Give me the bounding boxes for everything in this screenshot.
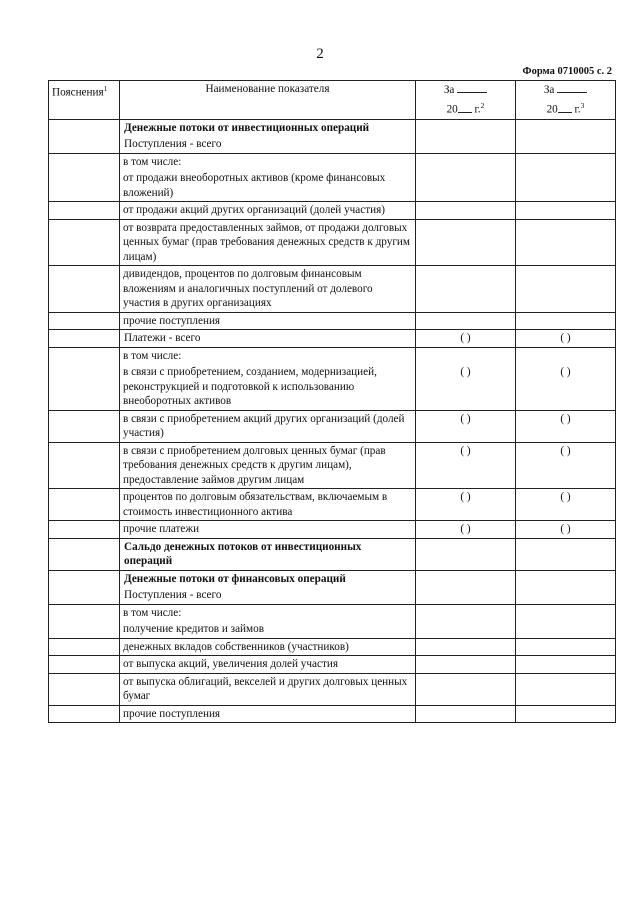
explanation-cell: [49, 136, 120, 153]
value-period-1: ( ): [416, 521, 516, 539]
indicator-name: процентов по долговым обязательствам, включаемым в стоимость инвестиционного актива: [120, 489, 416, 521]
indicator-name: прочие платежи: [120, 521, 416, 539]
table-row: [49, 364, 616, 410]
table-row: [49, 153, 616, 170]
explanation-cell: [49, 621, 120, 638]
explanation-cell: [49, 604, 120, 621]
table-row: [49, 705, 616, 723]
value-period-2: [516, 153, 616, 170]
value-period-2: ( ): [516, 489, 616, 521]
explanation-cell: [49, 170, 120, 202]
value-period-1: [416, 312, 516, 330]
header-period-2: За 20 г.$^3$: [516, 81, 616, 120]
value-period-1: [416, 202, 516, 220]
indicator-name: от выпуска акций, увеличения долей участия: [120, 656, 416, 674]
table-row: [49, 202, 616, 220]
value-period-1: [416, 673, 516, 705]
explanation-cell: [49, 705, 120, 723]
table-row: [49, 638, 616, 656]
value-period-2: [516, 621, 616, 638]
value-period-1: ( ): [416, 442, 516, 489]
indicator-name: Сальдо денежных потоков от инвестиционных операций: [120, 538, 416, 570]
value-period-1: ( ): [416, 364, 516, 410]
table-row: [49, 442, 616, 489]
table-row: [49, 673, 616, 705]
value-period-2: [516, 347, 616, 364]
header-explanations: Пояснения$^1$: [49, 81, 120, 120]
table-row: [49, 170, 616, 202]
explanation-cell: [49, 489, 120, 521]
value-period-2: [516, 705, 616, 723]
explanation-cell: [49, 538, 120, 570]
cash-flow-table: [48, 80, 616, 723]
table-row: [49, 489, 616, 521]
value-period-1: [416, 705, 516, 723]
table-row: [49, 312, 616, 330]
value-period-1: [416, 604, 516, 621]
table-row: [49, 621, 616, 638]
form-code: Форма 0710005 с. 2: [522, 66, 612, 77]
table-row: [49, 521, 616, 539]
value-period-2: [516, 570, 616, 587]
indicator-name: от возврата предоставленных займов, от продажи долговых ценных бумаг (прав требования денежных средств к другим лицам): [120, 219, 416, 266]
table-row: [49, 330, 616, 348]
value-period-2: [516, 202, 616, 220]
value-period-2: ( ): [516, 410, 616, 442]
value-period-1: [416, 621, 516, 638]
value-period-2: [516, 170, 616, 202]
indicator-name: получение кредитов и займов: [120, 621, 416, 638]
indicator-name: от выпуска облигаций, векселей и других долговых ценных бумаг: [120, 673, 416, 705]
header-indicator-name: Наименование показателя: [120, 81, 416, 120]
explanation-cell: [49, 153, 120, 170]
value-period-2: [516, 538, 616, 570]
explanation-cell: [49, 219, 120, 266]
value-period-1: [416, 347, 516, 364]
explanation-cell: [49, 410, 120, 442]
table-row: [49, 538, 616, 570]
value-period-1: [416, 170, 516, 202]
explanation-cell: [49, 119, 120, 136]
value-period-1: [416, 570, 516, 587]
value-period-2: [516, 312, 616, 330]
table-row: [49, 347, 616, 364]
explanation-cell: [49, 347, 120, 364]
header-period-1: За 20 г.$^2$: [416, 81, 516, 120]
explanation-cell: [49, 521, 120, 539]
value-period-1: ( ): [416, 330, 516, 348]
indicator-name: денежных вкладов собственников (участников): [120, 638, 416, 656]
page-number: 2: [316, 46, 324, 62]
table-row: [49, 570, 616, 587]
value-period-1: [416, 136, 516, 153]
value-period-1: [416, 656, 516, 674]
indicator-name: прочие поступления: [120, 705, 416, 723]
explanation-cell: [49, 656, 120, 674]
indicator-name: в том числе:: [120, 604, 416, 621]
explanation-cell: [49, 312, 120, 330]
explanation-cell: [49, 202, 120, 220]
value-period-2: [516, 136, 616, 153]
value-period-1: [416, 587, 516, 604]
value-period-1: [416, 153, 516, 170]
value-period-2: ( ): [516, 442, 616, 489]
table-row: [49, 656, 616, 674]
value-period-1: ( ): [416, 410, 516, 442]
table-row: [49, 266, 616, 313]
table-row: [49, 136, 616, 153]
table-row: [49, 219, 616, 266]
value-period-2: ( ): [516, 521, 616, 539]
value-period-2: [516, 673, 616, 705]
value-period-2: [516, 604, 616, 621]
value-period-2: [516, 656, 616, 674]
value-period-1: [416, 266, 516, 313]
explanation-cell: [49, 587, 120, 604]
value-period-2: [516, 219, 616, 266]
indicator-name: в связи с приобретением долговых ценных бумаг (прав требования денежных средств к другим лицам), предоставление займов другим лицам: [120, 442, 416, 489]
indicator-name: в том числе:: [120, 153, 416, 170]
table-row: [49, 604, 616, 621]
indicator-name: в связи с приобретением, созданием, модернизацией, реконструкцией и подготовкой к использованию внеоборотных активов: [120, 364, 416, 410]
value-period-2: [516, 638, 616, 656]
indicator-name: Поступления - всего: [120, 136, 416, 153]
indicator-name: Платежи - всего: [120, 330, 416, 348]
value-period-1: [416, 119, 516, 136]
explanation-cell: [49, 266, 120, 313]
indicator-name: Поступления - всего: [120, 587, 416, 604]
value-period-1: ( ): [416, 489, 516, 521]
indicator-name: в связи с приобретением акций других организаций (долей участия): [120, 410, 416, 442]
indicator-name: прочие поступления: [120, 312, 416, 330]
indicator-name: в том числе:: [120, 347, 416, 364]
explanation-cell: [49, 638, 120, 656]
value-period-2: [516, 587, 616, 604]
explanation-cell: [49, 330, 120, 348]
indicator-name: дивидендов, процентов по долговым финансовым вложениям и аналогичных поступлений от долевого участия в других организациях: [120, 266, 416, 313]
table-row: [49, 119, 616, 136]
table-header-row: [49, 81, 616, 120]
explanation-cell: [49, 442, 120, 489]
explanation-cell: [49, 673, 120, 705]
value-period-1: [416, 219, 516, 266]
value-period-2: [516, 266, 616, 313]
table-row: [49, 587, 616, 604]
table-row: [49, 410, 616, 442]
explanation-cell: [49, 570, 120, 587]
explanation-cell: [49, 364, 120, 410]
indicator-name: от продажи акций других организаций (долей участия): [120, 202, 416, 220]
table-body: [49, 119, 616, 723]
indicator-name: Денежные потоки от финансовых операций: [120, 570, 416, 587]
value-period-2: ( ): [516, 330, 616, 348]
value-period-1: [416, 638, 516, 656]
value-period-2: ( ): [516, 364, 616, 410]
indicator-name: от продажи внеоборотных активов (кроме финансовых вложений): [120, 170, 416, 202]
indicator-name: Денежные потоки от инвестиционных операций: [120, 119, 416, 136]
value-period-1: [416, 538, 516, 570]
value-period-2: [516, 119, 616, 136]
